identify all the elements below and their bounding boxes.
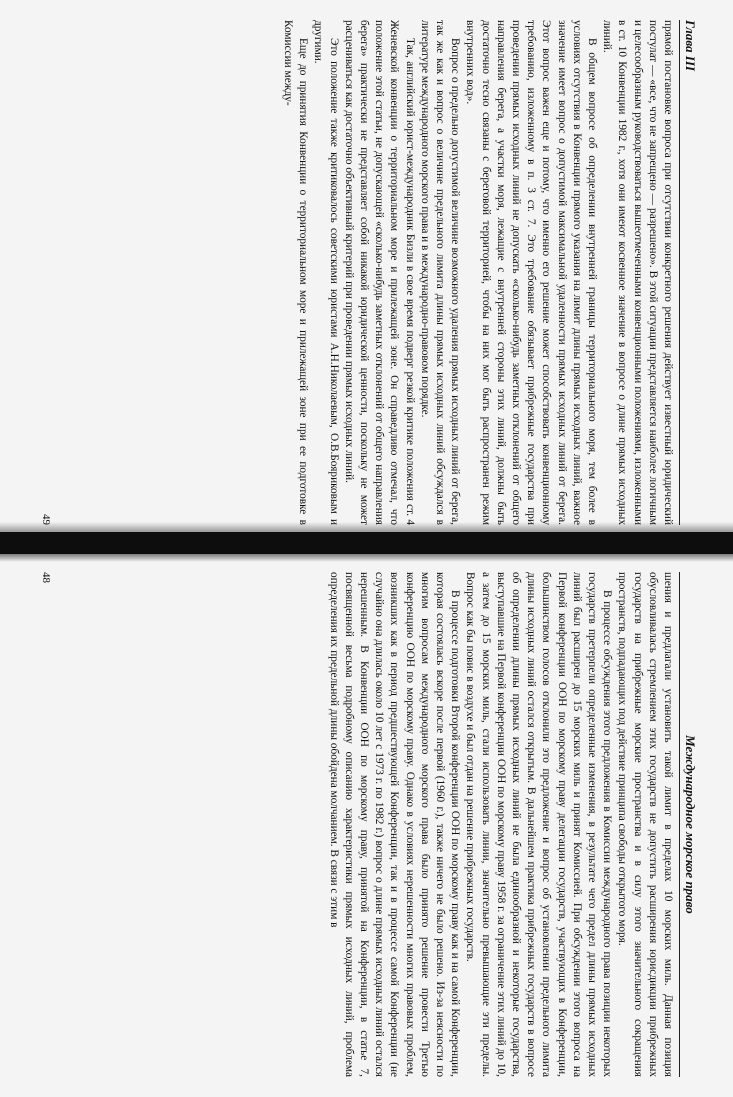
paragraph: В процессе подготовки Второй конференции ООН по морскому праву как и на самой Конференции, которая состоялась вскоре после первой (1960 г.), также ничего не было решено. Из-за неясности по многим вопросам международного морского права было принято решение провести Третью конференцию ООН по морскому праву. Однако в условиях нерешенности многих правовых проблем, возникших как в период предшествующей Конференции, так и в процессе самой Конференции (не случайно она длилась около 10 лет с 1973 г. по 1982 г.) вопрос о длине прямых исходных линий остался нерешенным. В Конвенции ООН по морскому праву, принятой на Конференции, в статье 7, посвященной весьма подробному описанию характеристики прямых исходных линий, проблема определения их предельной длины обойдена молчанием. В связи с этим в: [327, 572, 462, 1077]
paragraph: прямой постановке вопроса при отсутствии конкретного решения действует известный юридический постулат — «все, что не запрещено — разрешено». В этой ситуации представляется наиболее логичным и целесообразным руководствоваться вышеотмеченными конвенционными положениями, изложенными в ст. 10 Конвенции 1982 г., хотя они имеют косвенное значение в вопросе о длине прямых исходных линий.: [601, 20, 674, 525]
paragraph: В общем вопросе об определении внутренней границы территориального моря, тем более в условиях отсутствия в Конвенции прямого указания на лимит длины прямых исходных линий, важное значение имеет вопрос о допустимой максимальной удаленности прямых исходных линий от берега. Этот вопрос важен еще и потому, что именно его решение может способствовать конвенционному требованию, изложенному в п. 3 ст. 7. Это требование обязывает прибрежные государства при проведении прямых исходных линий не допускать «сколько-нибудь заметных отклонений от общего направления берега, а участки моря, лежащие с внутренней стороны этих линий, должны быть достаточно тесно связаны с береговой территорией, чтобы на них мог быть распространен режим внутренних вод».: [464, 20, 598, 525]
running-head: Международное морское право: [679, 572, 700, 1077]
running-head: Глава III: [679, 20, 700, 525]
page-number: 48: [40, 572, 52, 583]
paragraph: Так, английский юрист-международник Бизли в свое время подверг резкой критике положения ст. 4 Женевской конвенции о территориальном море и прилежащей зоне. Он справедливо отмечал, что положение этой статьи, не допускающей «сколько-нибудь заметных отклонений от общего направления берега» практически не представляет собой никакой юридической ценности, поскольку не может расцениваться как достаточно объективный критерий при проведении прямых исходных линий.: [342, 20, 416, 525]
page-49: [40, 20, 700, 525]
page-number: 49: [40, 514, 52, 525]
paragraph: Это положение также критиковалось советскими юристами А.Н.Николаевым, О.В.Бояриковым и другими.: [312, 20, 340, 525]
spine-shadow-bottom: [0, 554, 733, 562]
paragraph: Вопрос о предельно допустимой величине возможного удаления прямых исходных линий от берега, так же как и вопрос о величине предельного лимита длины прямых исходных линий обсуждался в литературе международного морского права и в международно-правовом порядке.: [418, 20, 462, 525]
paragraph: В процессе обсуждения этого предложения в Комиссии международного права позиции некоторых государств претерпели определенные изменения, в результате чего предел длины прямых исходных линий был расширен до 15 морских миль и принят Комиссией. При обсуждении этого вопроса на Первой конференции ООН по морскому праву делегации государств, участвующих в Конференции, большинством голосов отклонили это предложение и вопрос об установлении предельного лимита длины исходных линий остался открытым. В дальнейшем практика прибрежных государств в вопросе об определении длины прямых исходных линий не была единообразной и некоторые государства, выступавшие на Первой конференции ООН по морскому праву 1958 г. за ограничение этих линий до 10, а затем до 15 морских миль, стали использовать линии, значительно превышающие эти пределы. Вопрос как бы повис в воздухе и был отдан на решение прибрежных государств.: [464, 572, 614, 1077]
page-48: [40, 572, 700, 1077]
page-body: [325, 572, 675, 1077]
paragraph: Еще до принятия Конвенции о территориальном море и прилежащей зоне при ее подготовке в Комиссии между-: [281, 20, 310, 525]
paragraph: шения и предлагали установить такой лимит в пределах 10 морских миль. Данная позиция обусловливалась стремлением этих государств не допустить расширения юрисдикции прибрежных государств на прибрежные морские пространства и в силу этого значительного сокращения пространств, подпадающих под действие принципа свободы открытого моря.: [616, 572, 674, 1077]
page-body: [280, 20, 675, 525]
book-spine: [0, 532, 733, 554]
